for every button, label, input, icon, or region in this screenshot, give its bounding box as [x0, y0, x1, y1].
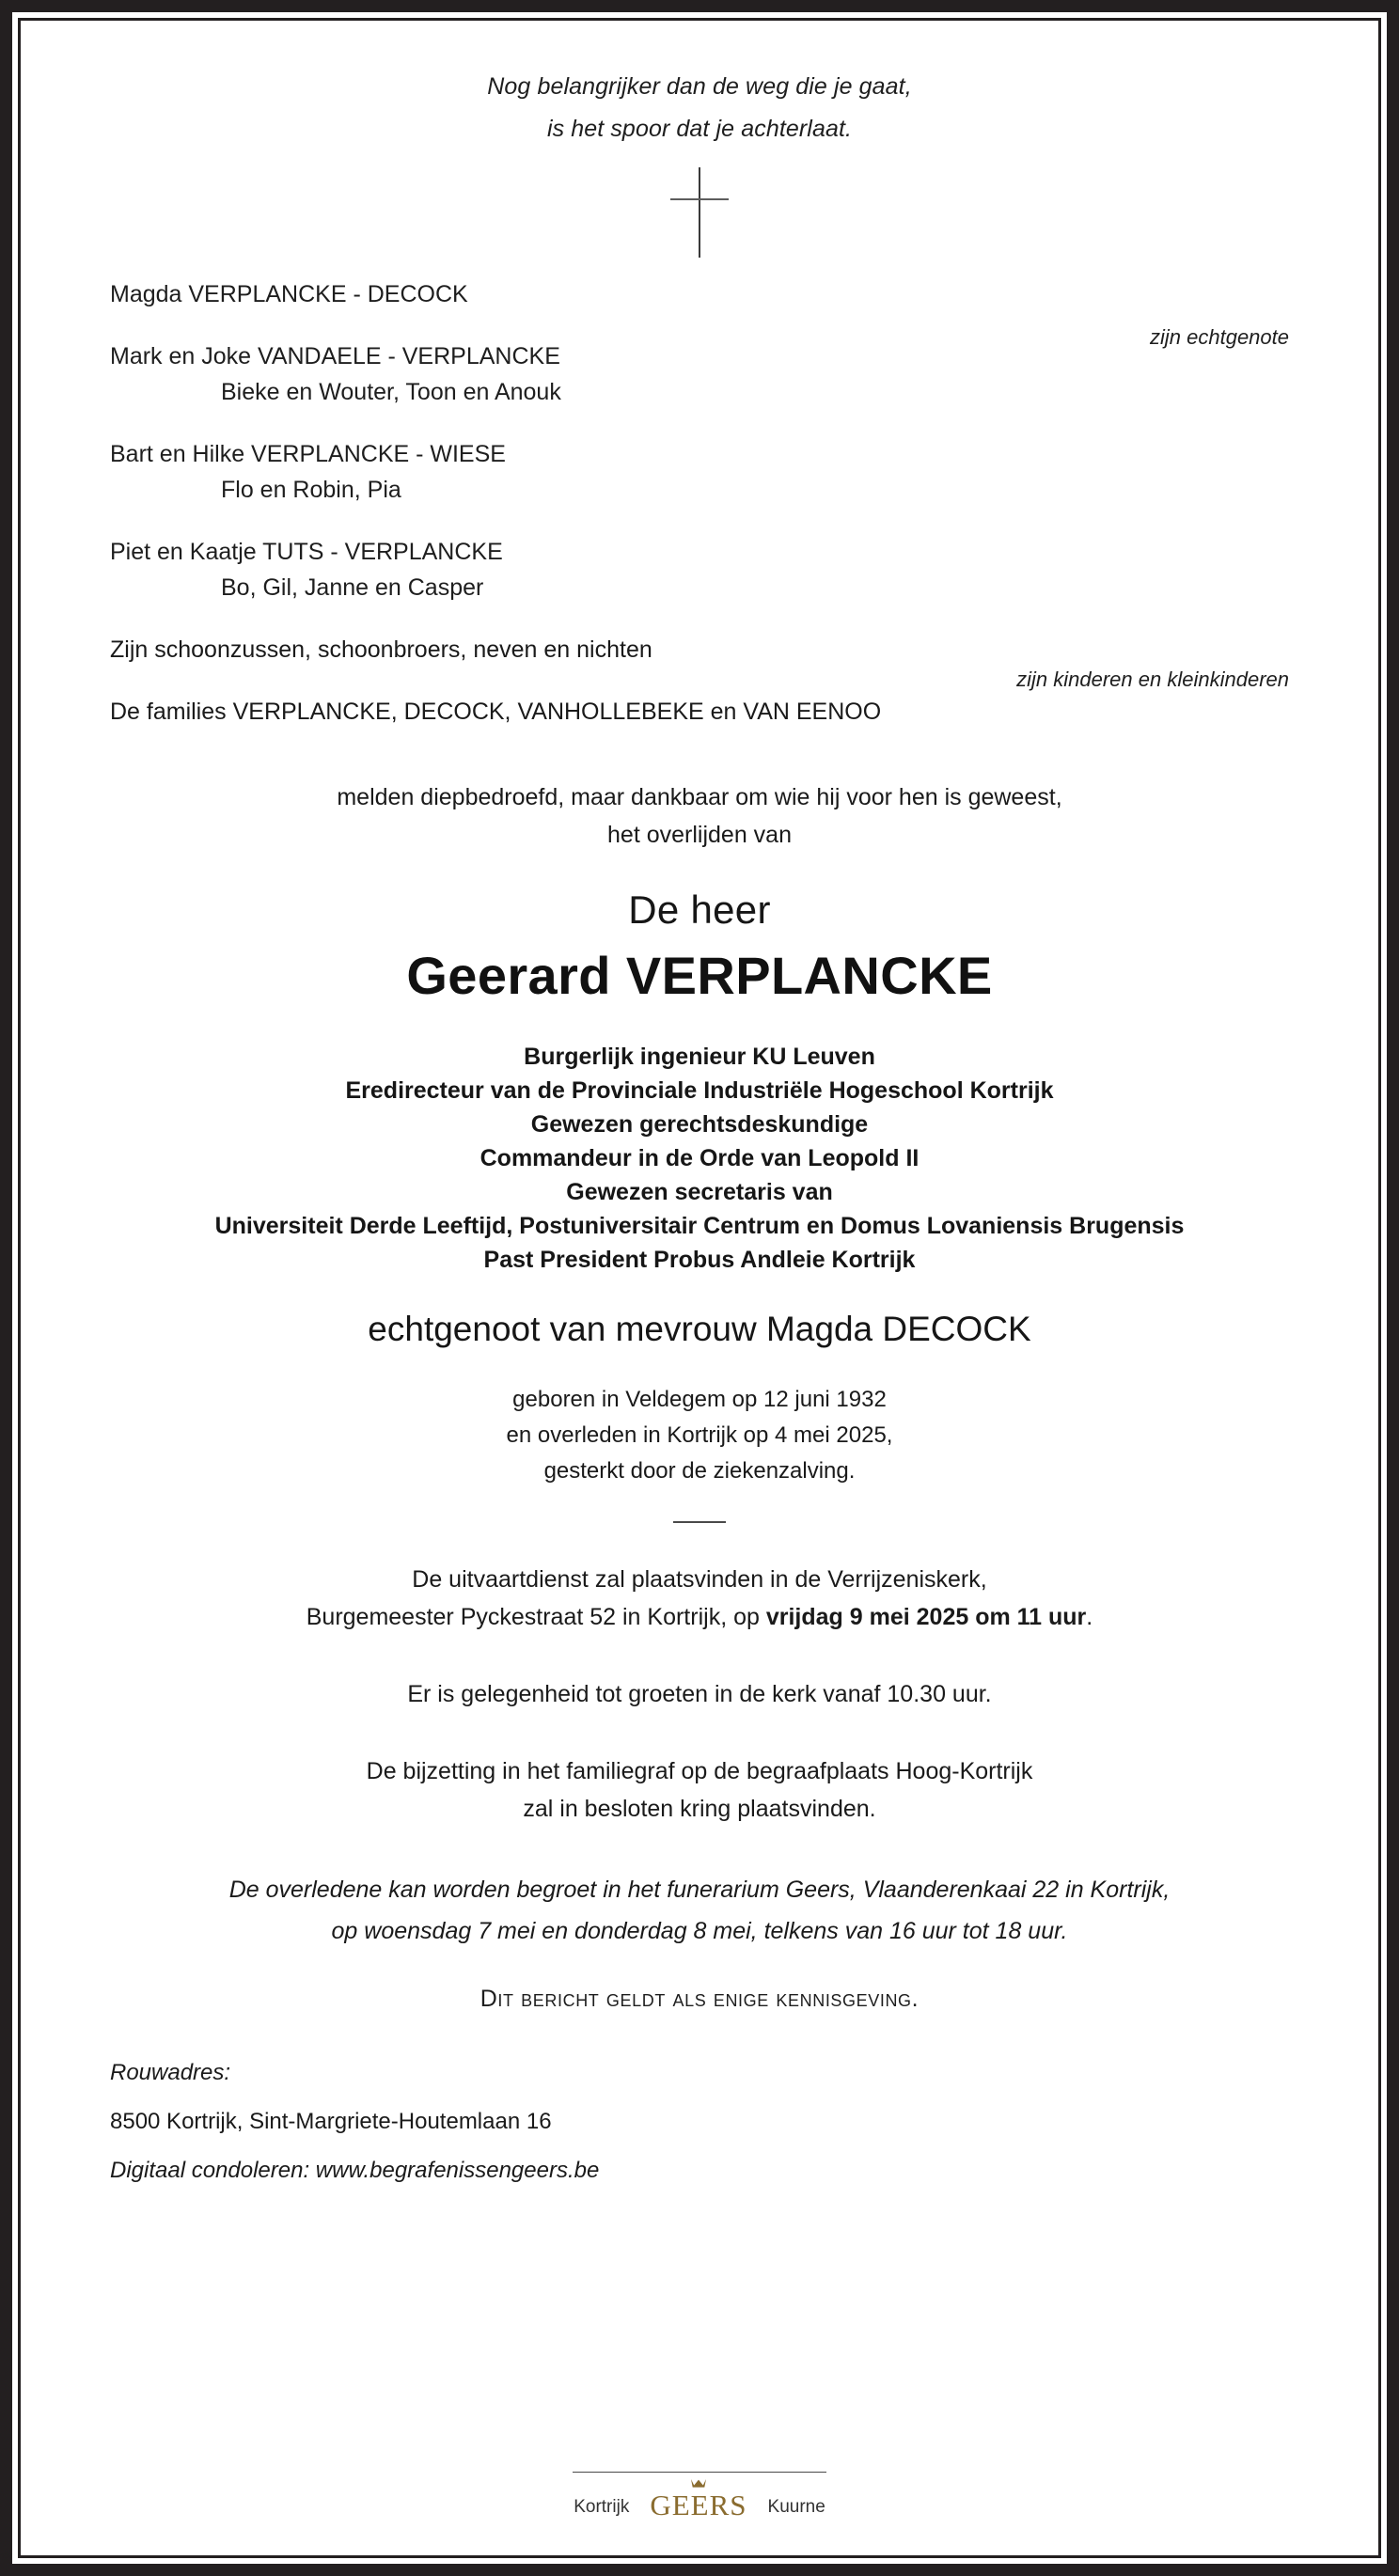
spouse-name: Magda VERPLANCKE - DECOCK — [110, 281, 468, 307]
latin-cross-icon — [670, 167, 729, 258]
funeral-home-logo — [21, 2490, 1378, 2521]
spouse-of-line: echtgenoot van mevrouw Magda DECOCK — [368, 1310, 1031, 1348]
deceased-titles — [110, 1040, 1289, 1277]
announcement-text — [110, 778, 1289, 854]
title-line: Gewezen secretaris van — [566, 1179, 833, 1205]
logo-city-left: Kortrijk — [574, 2497, 630, 2517]
card-content — [21, 21, 1378, 2555]
logo-brand-mark — [644, 2490, 752, 2521]
sacrament-line: gesterkt door de ziekenzalving. — [543, 1458, 856, 1484]
cross-vertical-bar — [699, 167, 700, 258]
family-children: Bieke en Wouter, Toon en Anouk — [221, 379, 561, 405]
logo-city-right: Kuurne — [767, 2497, 825, 2517]
burial-line-1: De bijzetting in het familiegraf op de begraafplaats Hoog-Kortrijk — [366, 1758, 1033, 1784]
divider-wrapper — [110, 1521, 1289, 1523]
cross-symbol-wrapper — [110, 150, 1289, 275]
service-line-1: De uitvaartdienst zal plaatsvinden in de Verrijzeniskerk, — [412, 1566, 987, 1593]
short-divider — [673, 1521, 726, 1523]
title-line: Past President Probus Andleie Kortrijk — [483, 1247, 916, 1273]
family-group-spouse — [110, 276, 1289, 312]
logo-brand-text: GEERS — [650, 2489, 747, 2521]
title-line: Eredirecteur van de Provinciale Industriële Hogeschool Kortrijk — [345, 1077, 1054, 1104]
poem — [110, 66, 1289, 150]
funerarium-block — [110, 1869, 1289, 1952]
crown-icon — [690, 2477, 707, 2489]
family-parents: Mark en Joke VANDAELE - VERPLANCKE — [110, 343, 560, 369]
cross-horizontal-bar — [670, 198, 729, 200]
relation-label-children: zijn kinderen en kleinkinderen — [1016, 668, 1289, 691]
service-line-2 — [110, 1598, 1289, 1636]
honorific: De heer — [628, 887, 771, 932]
family-children: Bo, Gil, Janne en Casper — [221, 574, 484, 601]
family-parents: Bart en Hilke VERPLANCKE - WIESE — [110, 441, 506, 467]
announcement-line-1: melden diepbedroefd, maar dankbaar om wie hij voor hen is geweest, — [337, 784, 1062, 810]
single-notice-text: Dit bericht geldt als enige kennisgeving. — [479, 1986, 920, 2012]
funerarium-line-2: op woensdag 7 mei en donderdag 8 mei, telkens van 16 uur tot 18 uur. — [331, 1918, 1068, 1944]
family-block — [110, 276, 1289, 730]
card-border-white-gap — [12, 12, 1387, 2564]
mourning-address-value: 8500 Kortrijk, Sint-Margriete-Houtemlaan 16 — [110, 2109, 552, 2134]
relation-label-spouse: zijn echtgenote — [1150, 325, 1289, 349]
birth-death-block — [110, 1382, 1289, 1489]
death-line: en overleden in Kortrijk op 4 mei 2025, — [506, 1422, 893, 1448]
footer-divider — [573, 2472, 826, 2473]
mourning-address-block — [110, 2049, 1289, 2195]
service-location-prefix: Burgemeester Pyckestraat 52 in Kortrijk, op — [306, 1604, 766, 1630]
deceased-name: Geerard VERPLANCKE — [406, 946, 993, 1005]
title-line: Burgerlijk ingenieur KU Leuven — [524, 1044, 875, 1070]
service-line-2-suffix: . — [1086, 1604, 1093, 1630]
family-children: Flo en Robin, Pia — [221, 477, 401, 503]
title-line: Commandeur in de Orde van Leopold II — [479, 1145, 920, 1171]
family-parents: Piet en Kaatje TUTS - VERPLANCKE — [110, 539, 503, 565]
greeting-line: Er is gelegenheid tot groeten in de kerk vanaf 10.30 uur. — [407, 1681, 992, 1707]
footer — [21, 2472, 1378, 2521]
poem-line-2: is het spoor dat je achterlaat. — [546, 116, 853, 142]
funerarium-line-1: De overledene kan worden begroet in het funerarium Geers, Vlaanderenkaai 22 in Kortrijk, — [228, 1877, 1171, 1903]
title-line: Gewezen gerechtsdeskundige — [530, 1111, 869, 1138]
title-line: Universiteit Derde Leeftijd, Postuniversitair Centrum en Domus Lovaniensis Brugensis — [214, 1213, 1185, 1239]
service-datetime: vrijdag 9 mei 2025 om 11 uur — [765, 1604, 1087, 1630]
relatives-line: Zijn schoonzussen, schoonbroers, neven en nichten — [110, 636, 652, 663]
family-group-2 — [110, 436, 1289, 508]
birth-line: geboren in Veldegem op 12 juni 1932 — [512, 1387, 887, 1412]
poem-line-1: Nog belangrijker dan de weg die je gaat, — [487, 73, 912, 100]
digital-condolences-line[interactable]: Digitaal condoleren: www.begrafenissengeers.be — [110, 2158, 600, 2183]
card-inner-frame — [18, 18, 1381, 2558]
families-line: De families VERPLANCKE, DECOCK, VANHOLLEBEKE en VAN EENOO — [110, 699, 882, 725]
burial-line-2: zal in besloten kring plaatsvinden. — [523, 1796, 876, 1822]
family-group-3 — [110, 534, 1289, 605]
announcement-line-2: het overlijden van — [607, 822, 792, 848]
service-block — [110, 1561, 1289, 1828]
family-group-1 — [110, 338, 1289, 410]
mourning-address-label: Rouwadres: — [110, 2060, 231, 2085]
